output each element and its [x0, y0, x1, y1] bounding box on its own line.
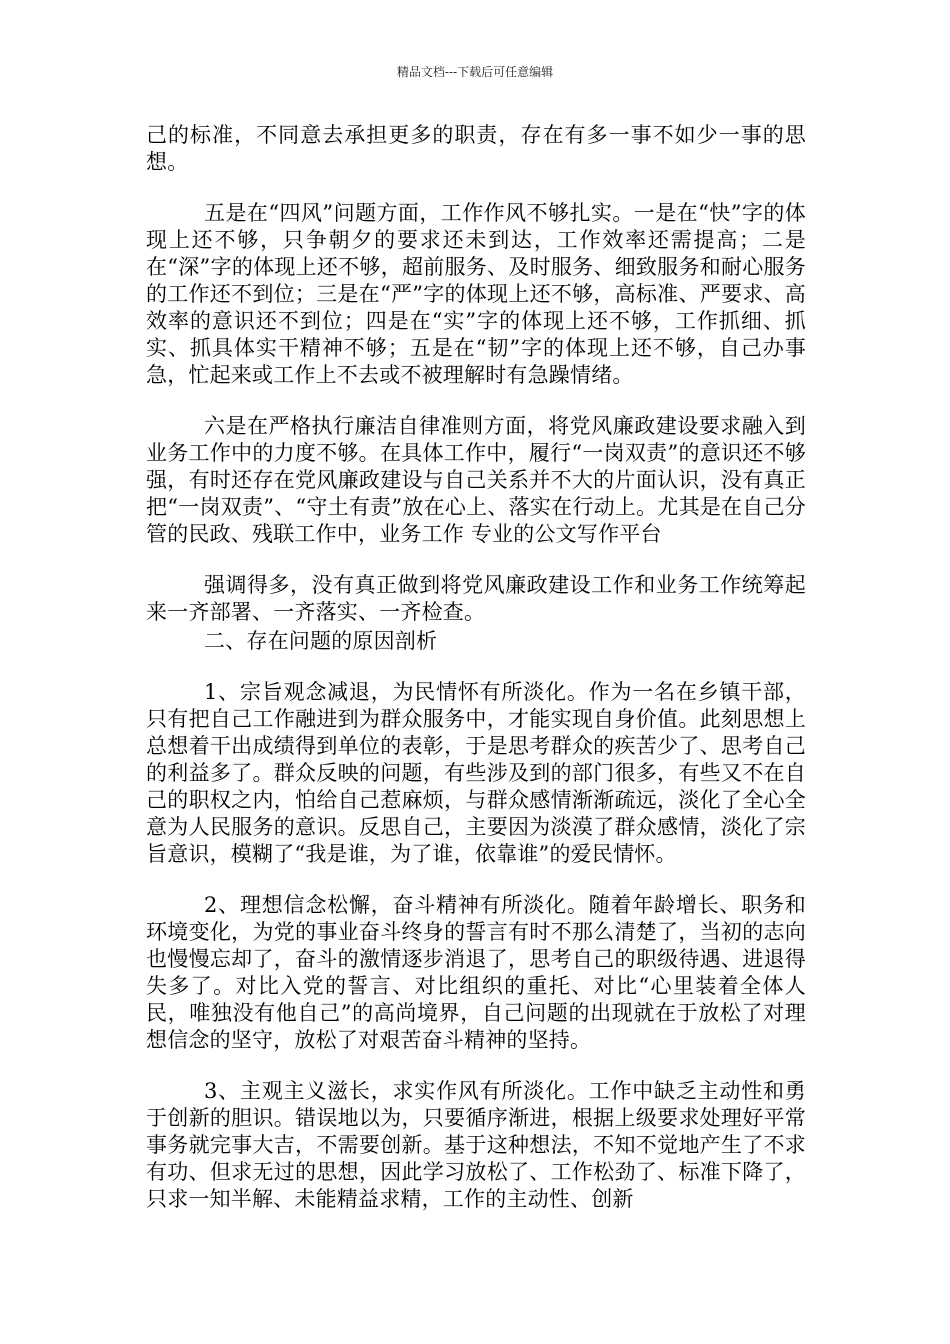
section-heading-causes: 二、存在问题的原因剖析	[204, 629, 438, 653]
paragraph-continuation: 己的标准，不同意去承担更多的职责，存在有多一事不如少一事的思想。	[146, 123, 806, 174]
paragraph-five-four-winds: 五是在“四风”问题方面，工作作风不够扎实。一是在“快”字的体现上还不够，只争朝夕的要求还未到达，工作效率还需提高；二是在“深”字的体现上还不够，超前服务、及时服务、细致服务和耐心服务的工作还不到位；三是在“严”字的体现上还不够，高标准、严要求、高效率的意识还不到位；四是在“实”字的体现上还不够，工作抓细、抓实、抓具体实干精神不够；五是在“韧”字的体现上还不够，自己办事急，忙起来或工作上不去或不被理解时有急躁情绪。	[146, 201, 806, 387]
page-header: 精品文档---下载后可任意编辑	[396, 65, 554, 79]
document-body	[146, 122, 806, 1213]
paragraph-cause-two: 2、理想信念松懈，奋斗精神有所淡化。随着年龄增长、职务和环境变化，为党的事业奋斗终身的誓言有时不那么清楚了，当初的志向也慢慢忘却了，奋斗的激情逐步消退了，思考自己的职级待遇、进退得失多了。对比入党的誓言、对比组织的重托、对比“心里装着全体人民，唯独没有他自己”的高尚境界，自己问题的出现就在于放松了对理想信念的坚守，放松了对艰苦奋斗精神的坚持。	[146, 893, 806, 1052]
paragraph-cause-three: 3、主观主义滋长，求实作风有所淡化。工作中缺乏主动性和勇于创新的胆识。错误地以为，只要循序渐进，根据上级要求处理好平常事务就完事大吉，不需要创新。基于这种想法，不知不觉地产生了不求有功、但求无过的思想，因此学习放松了、工作松劲了、标准下降了，只求一知半解、未能精益求精，工作的主动性、创新	[146, 1079, 806, 1211]
paragraph-emphasis: 强调得多，没有真正做到将党风廉政建设工作和业务工作统筹起来一齐部署、一齐落实、一齐检查。	[146, 573, 806, 624]
paragraph-six-integrity: 六是在严格执行廉洁自律准则方面，将党风廉政建设要求融入到业务工作中的力度不够。在具体工作中，履行“一岗双责”的意识还不够强，有时还存在党风廉政建设与自己关系并不大的片面认识，没有真正把“一岗双责”、“守土有责”放在心上、落实在行动上。尤其是在自己分管的民政、残联工作中，业务工作 专业的公文写作平台	[146, 414, 806, 546]
paragraph-cause-one: 1、宗旨观念减退，为民情怀有所淡化。作为一名在乡镇干部，只有把自己工作融进到为群众服务中，才能实现自身价值。此刻思想上总想着干出成绩得到单位的表彰，于是思考群众的疾苦少了、思考自己的利益多了。群众反映的问题，有些涉及到的部门很多，有些又不在自己的职权之内，怕给自己惹麻烦，与群众感情渐渐疏远，淡化了全心全意为人民服务的意识。反思自己，主要因为淡漠了群众感情，淡化了宗旨意识，模糊了“我是谁，为了谁，依靠谁”的爱民情怀。	[146, 680, 806, 866]
